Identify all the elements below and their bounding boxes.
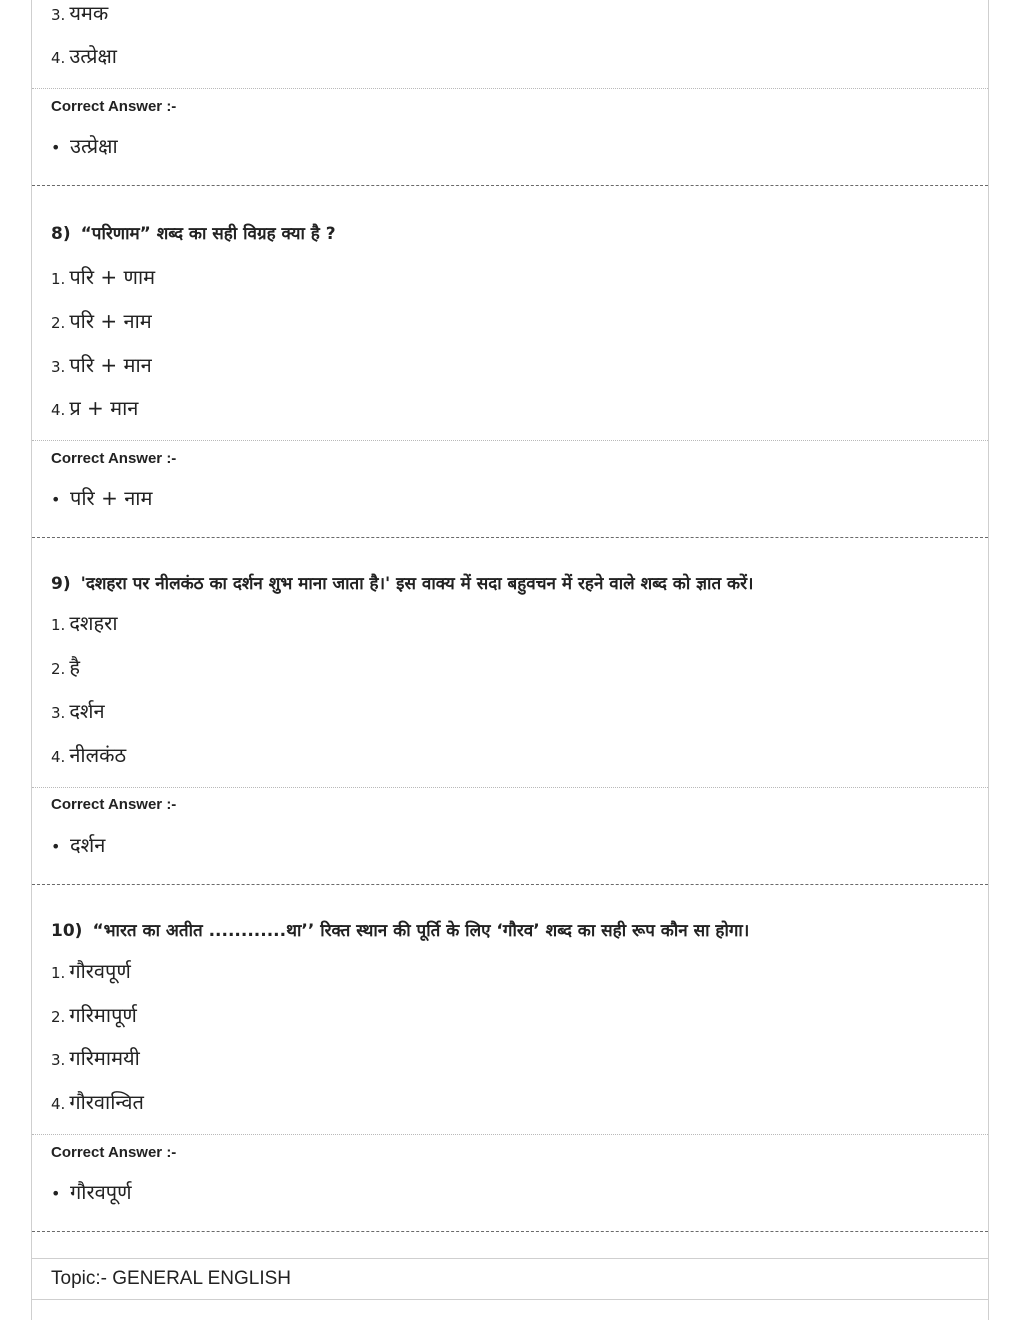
option-number: 4.	[51, 401, 66, 419]
correct-answer-label: Correct Answer :-	[51, 98, 177, 115]
option-number: 3.	[51, 704, 66, 722]
question-separator	[32, 185, 988, 186]
correct-answer-label: Correct Answer :-	[51, 796, 177, 813]
correct-answer-text: परि + नाम	[70, 486, 153, 510]
question-text	[51, 919, 749, 943]
option-text: गौरवपूर्ण	[69, 959, 131, 983]
option-text: दशहरा	[69, 611, 118, 635]
question-separator	[32, 884, 988, 885]
question-number: 8)	[51, 224, 71, 244]
correct-answer-text: गौरवपूर्ण	[70, 1180, 132, 1204]
option-item	[51, 1089, 144, 1117]
option-text: गरिमापूर्ण	[69, 1003, 137, 1027]
option-number: 4.	[51, 748, 66, 766]
option-number: 4.	[51, 49, 66, 67]
question-number: 10)	[51, 921, 83, 941]
correct-answer	[51, 1179, 132, 1207]
bullet-icon: •	[51, 1184, 61, 1203]
option-item	[51, 1045, 140, 1073]
option-text: यमक	[69, 1, 109, 25]
option-text: परि + णाम	[69, 265, 156, 289]
option-item	[51, 610, 118, 638]
option-item	[51, 0, 108, 28]
option-number: 1.	[51, 964, 66, 982]
correct-answer	[51, 133, 118, 161]
option-text: परि + नाम	[69, 309, 152, 333]
question-body: 'दशहरा पर नीलकंठ का दर्शन शुभ माना जाता है।' इस वाक्य में सदा बहुवचन में रहने वाले शब्द को ज्ञात करें।	[80, 574, 754, 594]
question-paper-page	[31, 0, 989, 1320]
option-item	[51, 742, 126, 770]
option-item	[51, 352, 152, 380]
option-text: उत्प्रेक्षा	[69, 44, 117, 68]
option-item	[51, 1002, 137, 1030]
option-number: 3.	[51, 6, 66, 24]
option-item	[51, 654, 80, 682]
section-divider	[32, 787, 988, 788]
question-number: 9)	[51, 574, 71, 594]
bullet-icon: •	[51, 138, 61, 157]
option-item	[51, 395, 138, 423]
option-number: 1.	[51, 270, 66, 288]
correct-answer	[51, 485, 152, 513]
correct-answer-label: Correct Answer :-	[51, 1144, 177, 1161]
option-text: गौरवान्वित	[69, 1090, 144, 1114]
correct-answer-text: उत्प्रेक्षा	[70, 134, 118, 158]
correct-answer	[51, 832, 105, 860]
question-body: “परिणाम” शब्द का सही विग्रह क्या है ?	[80, 224, 336, 244]
option-number: 4.	[51, 1095, 66, 1113]
topic-heading: Topic:- GENERAL ENGLISH	[51, 1268, 292, 1289]
option-text: नीलकंठ	[69, 743, 127, 767]
question-separator	[32, 537, 988, 538]
question-text	[51, 222, 336, 246]
topic-divider-bottom	[32, 1299, 988, 1300]
option-text: है	[69, 655, 80, 679]
option-number: 2.	[51, 314, 66, 332]
option-item	[51, 308, 152, 336]
bullet-icon: •	[51, 837, 61, 856]
option-item	[51, 698, 105, 726]
option-number: 3.	[51, 1051, 66, 1069]
option-text: दर्शन	[69, 699, 105, 723]
section-divider	[32, 440, 988, 441]
option-item	[51, 264, 155, 292]
option-number: 2.	[51, 1008, 66, 1026]
section-divider	[32, 1134, 988, 1135]
option-text: परि + मान	[69, 353, 152, 377]
option-number: 2.	[51, 660, 66, 678]
option-number: 1.	[51, 616, 66, 634]
question-separator	[32, 1231, 988, 1232]
section-divider	[32, 88, 988, 89]
correct-answer-label: Correct Answer :-	[51, 450, 177, 467]
question-body: “भारत का अतीत ............था’’ रिक्त स्थान की पूर्ति के लिए ‘गौरव’ शब्द का सही रूप कौन सा होगा।	[92, 921, 750, 941]
option-item	[51, 958, 131, 986]
option-text: प्र + मान	[69, 396, 139, 420]
bullet-icon: •	[51, 490, 61, 509]
option-item	[51, 43, 117, 71]
option-text: गरिमामयी	[69, 1046, 140, 1070]
topic-divider-top	[32, 1258, 988, 1259]
option-number: 3.	[51, 358, 66, 376]
question-text	[51, 572, 754, 596]
correct-answer-text: दर्शन	[70, 833, 106, 857]
